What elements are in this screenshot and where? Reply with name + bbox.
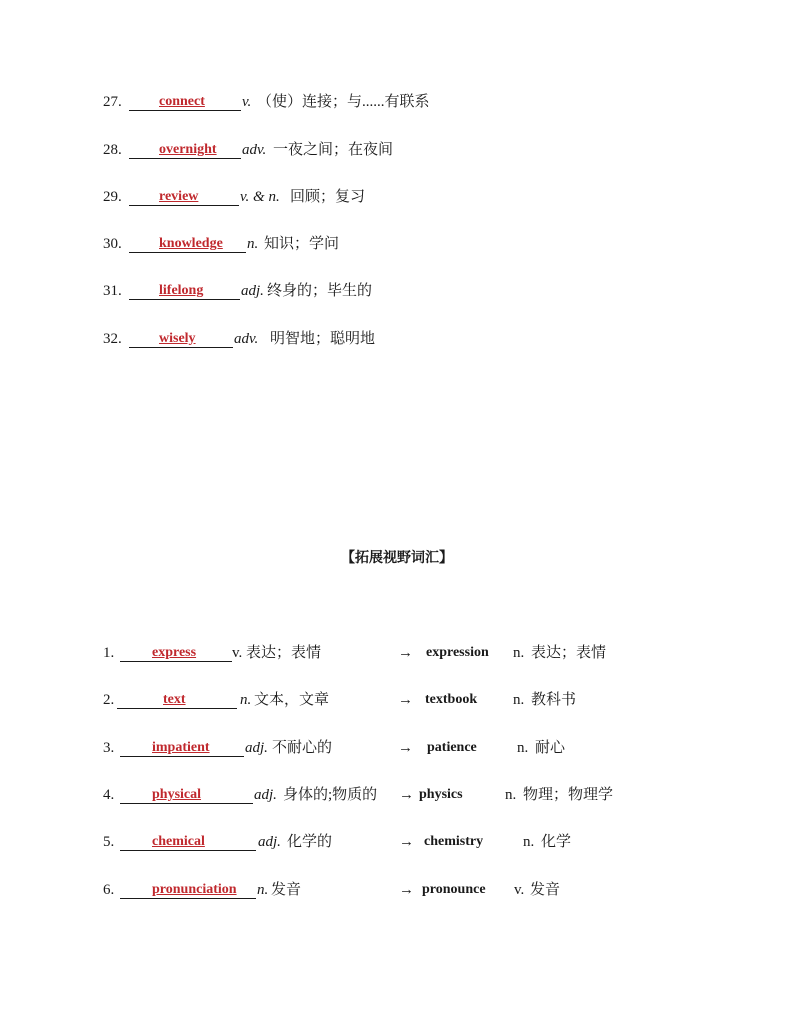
item-number: 4.	[103, 787, 115, 803]
item-number: 3.	[103, 740, 115, 756]
derived-meaning: 物理；物理学	[523, 787, 614, 803]
answer-word: chemical	[152, 834, 205, 849]
answer-word: express	[152, 645, 197, 660]
section-heading: 【拓展视野词汇】	[341, 550, 453, 566]
derived-meaning: 教科书	[531, 692, 577, 708]
meaning: 终身的；毕生的	[267, 283, 373, 299]
derived-pos: n.	[513, 645, 525, 661]
meaning: 一夜之间；在夜间	[273, 142, 394, 158]
answer-word: connect	[159, 94, 205, 109]
part-of-speech: adj.	[241, 283, 264, 299]
arrow-icon: →	[399, 834, 414, 850]
meaning: 知识；学问	[264, 236, 340, 252]
part-of-speech: v.	[232, 645, 243, 661]
meaning: 明智地；聪明地	[270, 331, 376, 347]
derived-word: expression	[426, 645, 489, 660]
answer-word: overnight	[159, 142, 217, 157]
derived-pos: n.	[505, 787, 517, 803]
derived-meaning: 表达；表情	[531, 645, 607, 661]
part-of-speech: adv.	[234, 331, 259, 347]
part-of-speech: adj.	[258, 834, 281, 850]
item-number: 2.	[103, 692, 115, 708]
arrow-icon: →	[398, 692, 413, 708]
item-number: 27.	[103, 94, 122, 110]
meaning: 身体的;物质的	[283, 787, 378, 803]
answer-word: lifelong	[159, 283, 204, 298]
answer-word: pronunciation	[152, 882, 237, 897]
derived-meaning: 耐心	[535, 740, 566, 756]
part-of-speech: n.	[240, 692, 252, 708]
derived-word: physics	[419, 787, 463, 802]
part-of-speech: adv.	[242, 142, 267, 158]
derived-pos: n.	[513, 692, 525, 708]
derived-meaning: 发音	[530, 882, 561, 898]
meaning: 回顾；复习	[290, 189, 366, 205]
meaning: 不耐心的	[272, 740, 333, 756]
derived-pos: n.	[523, 834, 535, 850]
arrow-icon: →	[399, 882, 414, 898]
item-number: 30.	[103, 236, 122, 252]
answer-word: text	[163, 692, 186, 707]
meaning: （使）连接；与......有联系	[257, 94, 430, 110]
answer-word: knowledge	[159, 236, 223, 251]
item-number: 29.	[103, 189, 122, 205]
part-of-speech: n.	[257, 882, 269, 898]
answer-word: review	[159, 189, 199, 204]
arrow-icon: →	[398, 645, 413, 661]
item-number: 5.	[103, 834, 115, 850]
derived-pos: v.	[514, 882, 525, 898]
derived-word: chemistry	[424, 834, 484, 849]
derived-pos: n.	[517, 740, 529, 756]
meaning: 化学的	[287, 834, 333, 850]
answer-word: physical	[152, 787, 202, 802]
answer-word: impatient	[152, 740, 210, 755]
part-of-speech: adj.	[254, 787, 277, 803]
derived-meaning: 化学	[541, 834, 572, 850]
part-of-speech: v. & n.	[240, 189, 280, 205]
meaning: 表达；表情	[246, 645, 322, 661]
answer-word: wisely	[159, 331, 196, 346]
meaning: 发音	[271, 882, 302, 898]
derived-word: pronounce	[422, 882, 486, 897]
item-number: 32.	[103, 331, 122, 347]
meaning: 文本，文章	[254, 692, 330, 708]
item-number: 31.	[103, 283, 122, 299]
arrow-icon: →	[399, 787, 414, 803]
arrow-icon: →	[398, 740, 413, 756]
derived-word: textbook	[425, 692, 478, 707]
item-number: 28.	[103, 142, 122, 158]
part-of-speech: adj.	[245, 740, 268, 756]
item-number: 6.	[103, 882, 115, 898]
part-of-speech: n.	[247, 236, 259, 252]
item-number: 1.	[103, 645, 115, 661]
part-of-speech: v.	[242, 94, 252, 110]
derived-word: patience	[427, 740, 477, 755]
